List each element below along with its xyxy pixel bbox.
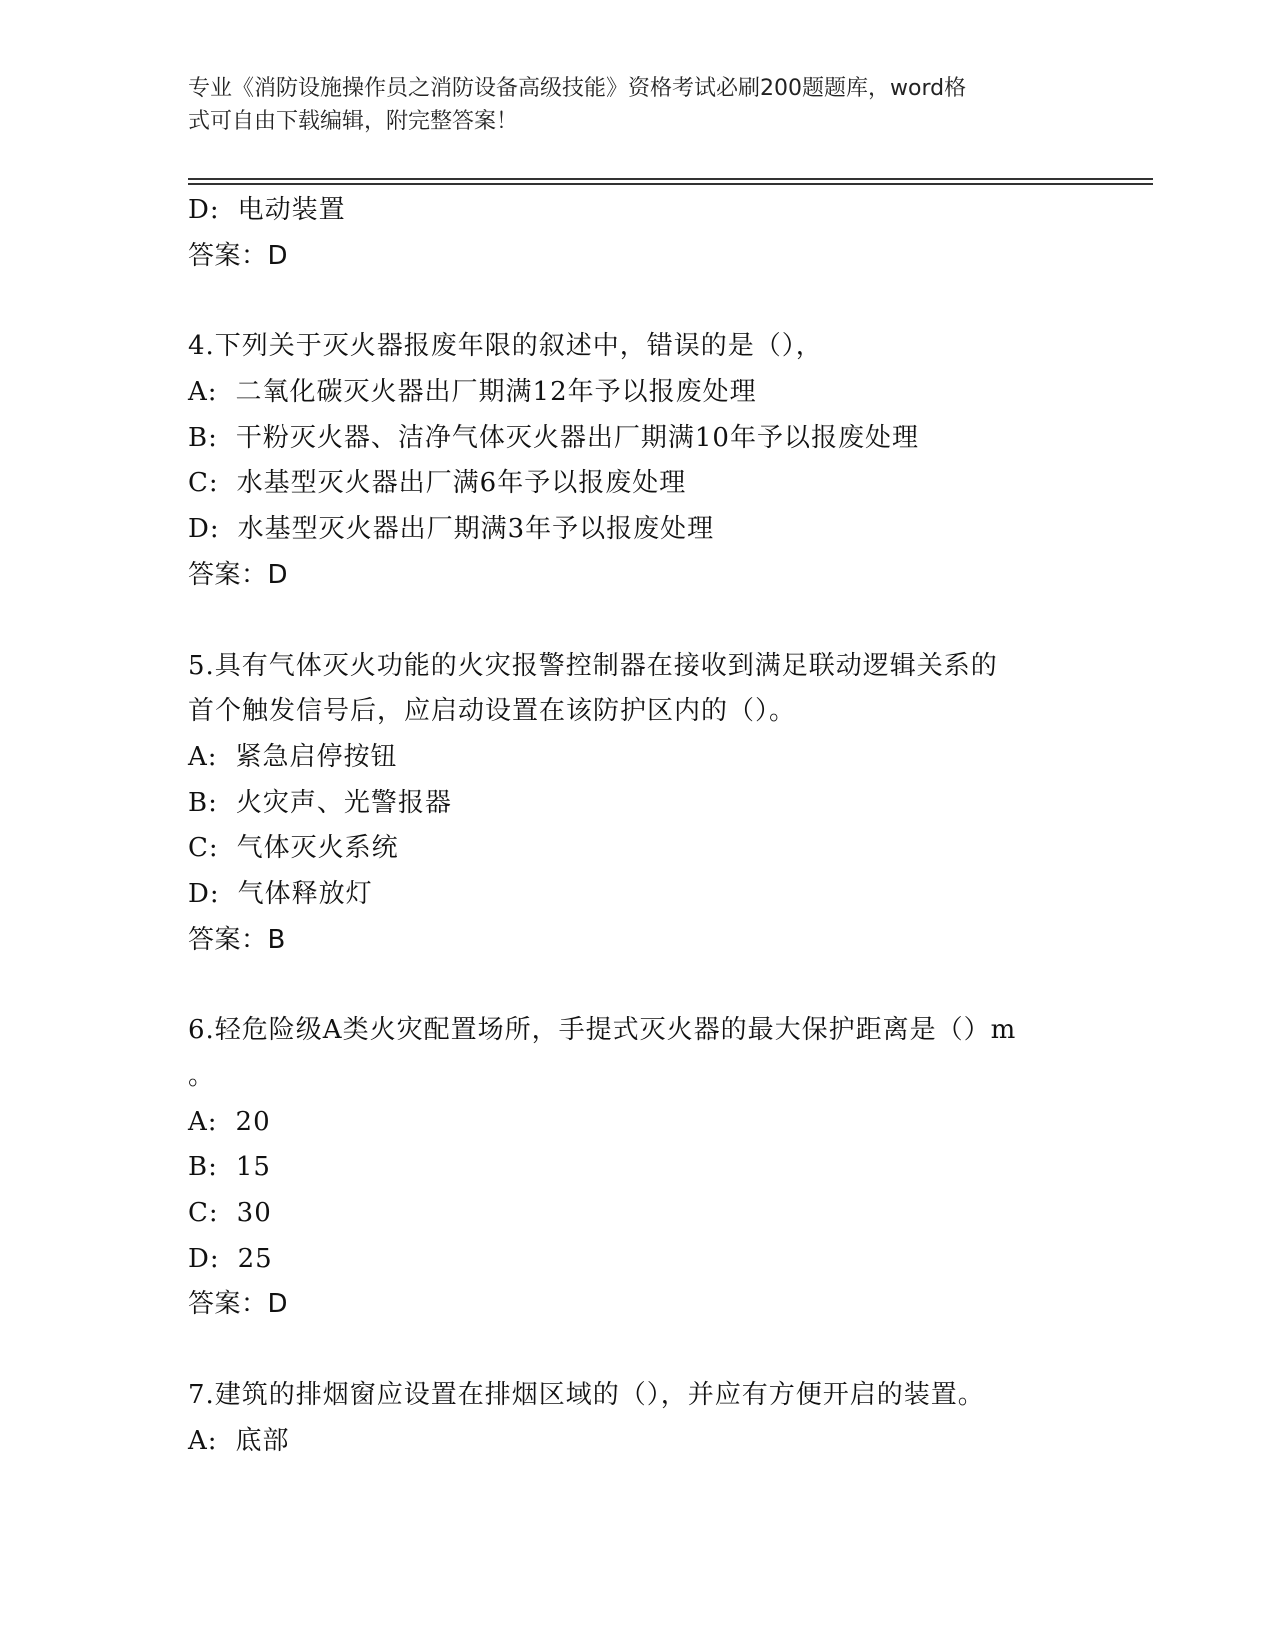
option-label: A: xyxy=(188,1425,218,1456)
option-text: 电动装置 xyxy=(237,195,346,225)
answer-key: 答案：D xyxy=(188,559,289,590)
answer-option xyxy=(188,188,1088,234)
option-label: B: xyxy=(188,1152,218,1183)
answer-option xyxy=(188,1419,1088,1465)
option-label: A: xyxy=(188,741,218,772)
header-rule-bottom xyxy=(188,183,1153,185)
option-text: 气体灭火系统 xyxy=(236,833,399,864)
option-text: 气体释放灯 xyxy=(237,878,373,909)
question-block xyxy=(188,324,1088,598)
header-line-1: 专业《消防设施操作员之消防设备高级技能》资格考试必刷200题题库，word格 xyxy=(188,76,967,101)
option-label: B: xyxy=(188,787,218,818)
answer-key: 答案：D xyxy=(188,1289,289,1320)
answer-key: 答案：D xyxy=(188,240,289,271)
option-text: 15 xyxy=(235,1152,271,1183)
question-block xyxy=(188,644,1088,964)
answer-option xyxy=(188,416,1088,462)
document-body xyxy=(188,188,1088,1465)
option-text: 20 xyxy=(235,1106,271,1137)
question-block xyxy=(188,188,1088,279)
answer-key: 答案：B xyxy=(188,924,286,955)
answer-option xyxy=(188,507,1088,553)
question-text: 6.轻危险级A类火灾配置场所，手提式灭火器的最大保护距离是（）m xyxy=(188,1015,1017,1046)
question-block xyxy=(188,1373,1088,1464)
option-text: 30 xyxy=(236,1198,272,1229)
question-text: 5.具有气体灭火功能的火灾报警控制器在接收到满足联动逻辑关系的 xyxy=(188,650,998,681)
answer-option xyxy=(188,826,1088,872)
answer-option xyxy=(188,872,1088,918)
question-text: 7.建筑的排烟窗应设置在排烟区域的（），并应有方便开启的装置。 xyxy=(188,1380,985,1411)
document-header xyxy=(188,72,1088,138)
answer-option xyxy=(188,370,1088,416)
answer-option xyxy=(188,735,1088,781)
option-label: B: xyxy=(188,422,218,453)
option-text: 干粉灭火器、洁净气体灭火器出厂期满10年予以报废处理 xyxy=(235,422,919,453)
option-text: 底部 xyxy=(235,1425,290,1456)
answer-option xyxy=(188,1237,1088,1283)
option-text: 紧急启停按钮 xyxy=(235,741,398,772)
option-text: 水基型灭火器出厂满6年予以报废处理 xyxy=(236,468,687,499)
option-text: 水基型灭火器出厂期满3年予以报废处理 xyxy=(237,514,715,545)
option-text: 火灾声、光警报器 xyxy=(235,787,452,818)
question-text: 4.下列关于灭火器报废年限的叙述中，错误的是（）， xyxy=(188,331,823,362)
question-text: 首个触发信号后，应启动设置在该防护区内的（）。 xyxy=(188,696,797,727)
option-label: A: xyxy=(188,377,218,408)
answer-option xyxy=(188,461,1088,507)
option-label: D: xyxy=(188,195,220,225)
option-text: 25 xyxy=(237,1243,273,1274)
header-rule-top xyxy=(188,178,1153,180)
answer-option xyxy=(188,1145,1088,1191)
option-label: D: xyxy=(188,1243,220,1274)
answer-option xyxy=(188,1191,1088,1237)
option-text: 二氧化碳灭火器出厂期满12年予以报废处理 xyxy=(235,377,757,408)
answer-option xyxy=(188,1100,1088,1146)
question-text: 。 xyxy=(188,1061,216,1091)
option-label: A: xyxy=(188,1106,218,1137)
option-label: C: xyxy=(188,468,219,499)
answer-option xyxy=(188,781,1088,827)
question-block xyxy=(188,1008,1088,1328)
option-label: D: xyxy=(188,514,220,545)
option-label: C: xyxy=(188,833,219,864)
header-line-2: 式可自由下载编辑，附完整答案！ xyxy=(188,109,519,134)
option-label: D: xyxy=(188,878,220,909)
option-label: C: xyxy=(188,1198,219,1229)
